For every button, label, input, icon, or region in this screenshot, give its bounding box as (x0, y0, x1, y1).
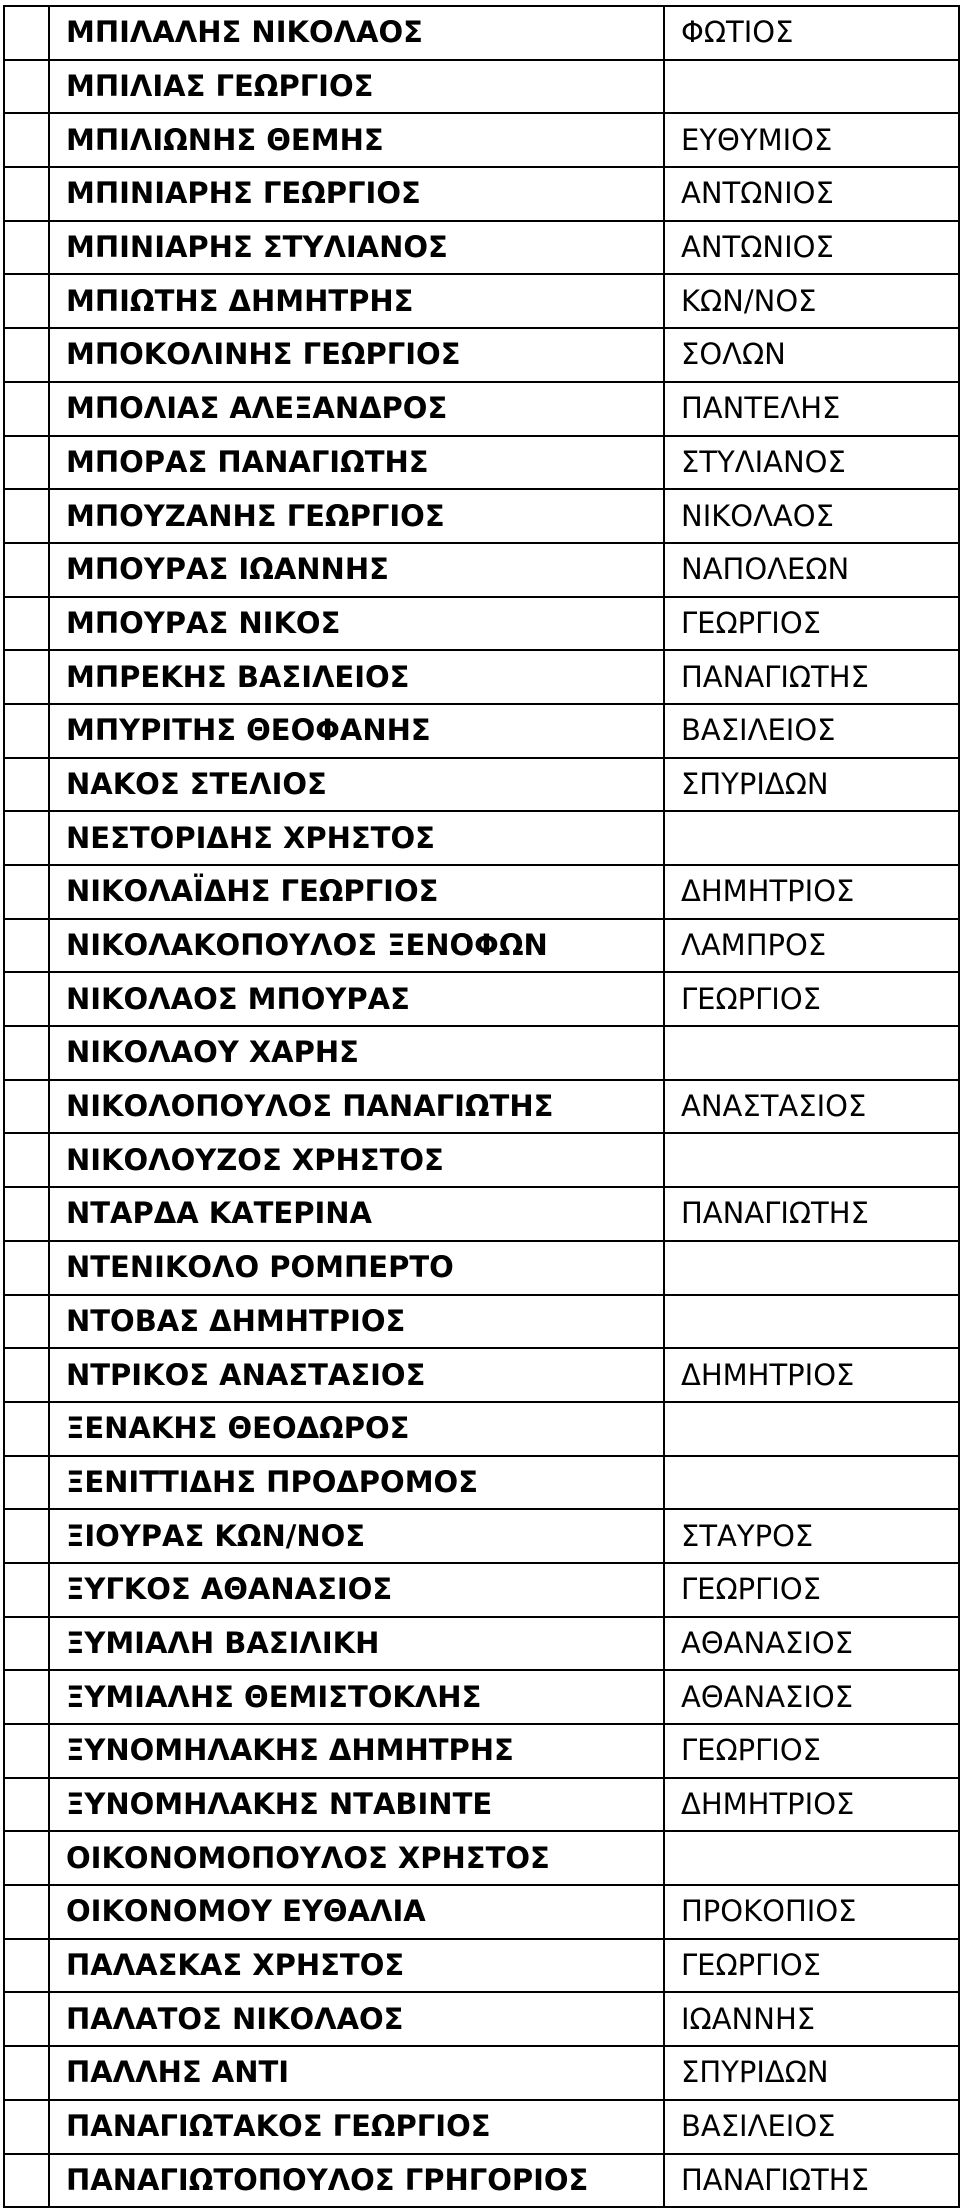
father-name-cell: ΝΑΠΟΛΕΩΝ (664, 543, 959, 597)
table-row (4, 704, 959, 758)
row-number-cell (4, 1026, 49, 1080)
table-row (4, 597, 959, 651)
table-row (4, 2100, 959, 2154)
full-name-cell: ΜΠΟΥΖΑΝΗΣ ΓΕΩΡΓΙΟΣ (49, 489, 664, 543)
table-row (4, 1617, 959, 1671)
father-name-cell (664, 1402, 959, 1456)
father-name-cell (664, 1295, 959, 1349)
father-name-cell: ΦΩΤΙΟΣ (664, 6, 959, 60)
table-row (4, 650, 959, 704)
father-name-cell: ΓΕΩΡΓΙΟΣ (664, 597, 959, 651)
row-number-cell (4, 1939, 49, 1993)
table-row (4, 60, 959, 114)
row-number-cell (4, 2100, 49, 2154)
row-number-cell (4, 650, 49, 704)
table-row (4, 758, 959, 812)
table-row (4, 1026, 959, 1080)
father-name-cell: ΣΠΥΡΙΔΩΝ (664, 758, 959, 812)
full-name-cell: ΞΥΝΟΜΗΛΑΚΗΣ ΝΤΑΒΙΝΤΕ (49, 1778, 664, 1832)
table-row (4, 328, 959, 382)
names-table-body (4, 6, 959, 2207)
row-number-cell (4, 2046, 49, 2100)
father-name-cell: ΣΤΥΛΙΑΝΟΣ (664, 436, 959, 490)
full-name-cell: ΞΥΝΟΜΗΛΑΚΗΣ ΔΗΜΗΤΡΗΣ (49, 1724, 664, 1778)
row-number-cell (4, 2154, 49, 2208)
father-name-cell: ΚΩΝ/ΝΟΣ (664, 274, 959, 328)
row-number-cell (4, 1885, 49, 1939)
row-number-cell (4, 1563, 49, 1617)
father-name-cell: ΛΑΜΠΡΟΣ (664, 919, 959, 973)
row-number-cell (4, 972, 49, 1026)
table-row (4, 1724, 959, 1778)
father-name-cell: ΒΑΣΙΛΕΙΟΣ (664, 704, 959, 758)
full-name-cell: ΝΤΕΝΙΚΟΛΟ ΡΟΜΠΕΡΤΟ (49, 1241, 664, 1295)
full-name-cell: ΜΠΟΚΟΛΙΝΗΣ ΓΕΩΡΓΙΟΣ (49, 328, 664, 382)
row-number-cell (4, 704, 49, 758)
table-row (4, 919, 959, 973)
row-number-cell (4, 489, 49, 543)
table-row (4, 221, 959, 275)
table-row (4, 1778, 959, 1832)
row-number-cell (4, 758, 49, 812)
full-name-cell: ΜΠΙΝΙΑΡΗΣ ΣΤΥΛΙΑΝΟΣ (49, 221, 664, 275)
table-row (4, 6, 959, 60)
full-name-cell: ΝΙΚΟΛΟΥΖΟΣ ΧΡΗΣΤΟΣ (49, 1133, 664, 1187)
row-number-cell (4, 1831, 49, 1885)
full-name-cell: ΠΑΛΑΣΚΑΣ ΧΡΗΣΤΟΣ (49, 1939, 664, 1993)
father-name-cell (664, 60, 959, 114)
table-row (4, 1509, 959, 1563)
father-name-cell: ΓΕΩΡΓΙΟΣ (664, 1939, 959, 1993)
full-name-cell: ΝΑΚΟΣ ΣΤΕΛΙΟΣ (49, 758, 664, 812)
father-name-cell: ΑΘΑΝΑΣΙΟΣ (664, 1617, 959, 1671)
table-row (4, 1241, 959, 1295)
full-name-cell: ΝΙΚΟΛΑΪΔΗΣ ΓΕΩΡΓΙΟΣ (49, 865, 664, 919)
full-name-cell: ΜΠΙΛΙΩΝΗΣ ΘΕΜΗΣ (49, 113, 664, 167)
row-number-cell (4, 1295, 49, 1349)
names-table (3, 5, 960, 2208)
row-number-cell (4, 1724, 49, 1778)
father-name-cell: ΙΩΑΝΝΗΣ (664, 1992, 959, 2046)
father-name-cell: ΣΠΥΡΙΔΩΝ (664, 2046, 959, 2100)
row-number-cell (4, 167, 49, 221)
full-name-cell: ΞΕΝΑΚΗΣ ΘΕΟΔΩΡΟΣ (49, 1402, 664, 1456)
full-name-cell: ΝΙΚΟΛΑΚΟΠΟΥΛΟΣ ΞΕΝΟΦΩΝ (49, 919, 664, 973)
father-name-cell: ΠΑΝΑΓΙΩΤΗΣ (664, 650, 959, 704)
full-name-cell: ΝΙΚΟΛΑΟΣ ΜΠΟΥΡΑΣ (49, 972, 664, 1026)
father-name-cell: ΔΗΜΗΤΡΙΟΣ (664, 1348, 959, 1402)
table-row (4, 113, 959, 167)
table-row (4, 489, 959, 543)
father-name-cell (664, 1133, 959, 1187)
row-number-cell (4, 60, 49, 114)
row-number-cell (4, 1456, 49, 1510)
full-name-cell: ΜΠΟΡΑΣ ΠΑΝΑΓΙΩΤΗΣ (49, 436, 664, 490)
full-name-cell: ΟΙΚΟΝΟΜΟΠΟΥΛΟΣ ΧΡΗΣΤΟΣ (49, 1831, 664, 1885)
father-name-cell: ΔΗΜΗΤΡΙΟΣ (664, 865, 959, 919)
row-number-cell (4, 1187, 49, 1241)
row-number-cell (4, 1992, 49, 2046)
full-name-cell: ΝΤΟΒΑΣ ΔΗΜΗΤΡΙΟΣ (49, 1295, 664, 1349)
father-name-cell: ΑΝΑΣΤΑΣΙΟΣ (664, 1080, 959, 1134)
table-row (4, 865, 959, 919)
row-number-cell (4, 1670, 49, 1724)
full-name-cell: ΞΥΜΙΑΛΗ ΒΑΣΙΛΙΚΗ (49, 1617, 664, 1671)
full-name-cell: ΜΠΙΩΤΗΣ ΔΗΜΗΤΡΗΣ (49, 274, 664, 328)
table-row (4, 382, 959, 436)
full-name-cell: ΠΑΝΑΓΙΩΤΑΚΟΣ ΓΕΩΡΓΙΟΣ (49, 2100, 664, 2154)
row-number-cell (4, 1133, 49, 1187)
father-name-cell: ΑΝΤΩΝΙΟΣ (664, 167, 959, 221)
father-name-cell: ΠΑΝΑΓΙΩΤΗΣ (664, 2154, 959, 2208)
full-name-cell: ΜΠΡΕΚΗΣ ΒΑΣΙΛΕΙΟΣ (49, 650, 664, 704)
row-number-cell (4, 274, 49, 328)
full-name-cell: ΜΠΟΥΡΑΣ ΝΙΚΟΣ (49, 597, 664, 651)
table-row (4, 1080, 959, 1134)
row-number-cell (4, 221, 49, 275)
full-name-cell: ΝΤΑΡΔΑ ΚΑΤΕΡΙΝΑ (49, 1187, 664, 1241)
father-name-cell: ΠΡΟΚΟΠΙΟΣ (664, 1885, 959, 1939)
full-name-cell: ΠΑΛΛΗΣ ΑΝΤΙ (49, 2046, 664, 2100)
full-name-cell: ΜΠΙΝΙΑΡΗΣ ΓΕΩΡΓΙΟΣ (49, 167, 664, 221)
father-name-cell: ΣΟΛΩΝ (664, 328, 959, 382)
row-number-cell (4, 436, 49, 490)
row-number-cell (4, 597, 49, 651)
full-name-cell: ΠΑΝΑΓΙΩΤΟΠΟΥΛΟΣ ΓΡΗΓΟΡΙΟΣ (49, 2154, 664, 2208)
table-row (4, 1992, 959, 2046)
father-name-cell (664, 1026, 959, 1080)
table-row (4, 1295, 959, 1349)
table-row (4, 167, 959, 221)
table-row (4, 1939, 959, 1993)
table-row (4, 1348, 959, 1402)
full-name-cell: ΟΙΚΟΝΟΜΟΥ ΕΥΘΑΛΙΑ (49, 1885, 664, 1939)
father-name-cell (664, 1456, 959, 1510)
row-number-cell (4, 1348, 49, 1402)
row-number-cell (4, 1617, 49, 1671)
father-name-cell: ΓΕΩΡΓΙΟΣ (664, 1563, 959, 1617)
table-row (4, 1885, 959, 1939)
full-name-cell: ΜΠΟΥΡΑΣ ΙΩΑΝΝΗΣ (49, 543, 664, 597)
table-row (4, 2154, 959, 2208)
row-number-cell (4, 543, 49, 597)
father-name-cell: ΣΤΑΥΡΟΣ (664, 1509, 959, 1563)
row-number-cell (4, 811, 49, 865)
table-row (4, 1670, 959, 1724)
row-number-cell (4, 1241, 49, 1295)
full-name-cell: ΞΥΜΙΑΛΗΣ ΘΕΜΙΣΤΟΚΛΗΣ (49, 1670, 664, 1724)
father-name-cell (664, 1831, 959, 1885)
full-name-cell: ΠΑΛΑΤΟΣ ΝΙΚΟΛΑΟΣ (49, 1992, 664, 2046)
full-name-cell: ΝΙΚΟΛΟΠΟΥΛΟΣ ΠΑΝΑΓΙΩΤΗΣ (49, 1080, 664, 1134)
table-row (4, 811, 959, 865)
table-row (4, 274, 959, 328)
table-row (4, 2046, 959, 2100)
full-name-cell: ΞΕΝΙΤΤΙΔΗΣ ΠΡΟΔΡΟΜΟΣ (49, 1456, 664, 1510)
full-name-cell: ΝΤΡΙΚΟΣ ΑΝΑΣΤΑΣΙΟΣ (49, 1348, 664, 1402)
row-number-cell (4, 865, 49, 919)
table-row (4, 1563, 959, 1617)
father-name-cell: ΑΝΤΩΝΙΟΣ (664, 221, 959, 275)
full-name-cell: ΜΠΟΛΙΑΣ ΑΛΕΞΑΝΔΡΟΣ (49, 382, 664, 436)
table-row (4, 543, 959, 597)
row-number-cell (4, 1402, 49, 1456)
father-name-cell (664, 811, 959, 865)
father-name-cell: ΔΗΜΗΤΡΙΟΣ (664, 1778, 959, 1832)
row-number-cell (4, 382, 49, 436)
row-number-cell (4, 328, 49, 382)
table-row (4, 436, 959, 490)
father-name-cell: ΓΕΩΡΓΙΟΣ (664, 1724, 959, 1778)
father-name-cell: ΠΑΝΑΓΙΩΤΗΣ (664, 1187, 959, 1241)
full-name-cell: ΞΙΟΥΡΑΣ ΚΩΝ/ΝΟΣ (49, 1509, 664, 1563)
full-name-cell: ΜΠΥΡΙΤΗΣ ΘΕΟΦΑΝΗΣ (49, 704, 664, 758)
father-name-cell: ΝΙΚΟΛΑΟΣ (664, 489, 959, 543)
row-number-cell (4, 1778, 49, 1832)
father-name-cell: ΒΑΣΙΛΕΙΟΣ (664, 2100, 959, 2154)
full-name-cell: ΜΠΙΛΙΑΣ ΓΕΩΡΓΙΟΣ (49, 60, 664, 114)
full-name-cell: ΝΕΣΤΟΡΙΔΗΣ ΧΡΗΣΤΟΣ (49, 811, 664, 865)
father-name-cell: ΓΕΩΡΓΙΟΣ (664, 972, 959, 1026)
row-number-cell (4, 1509, 49, 1563)
full-name-cell: ΝΙΚΟΛΑΟΥ ΧΑΡΗΣ (49, 1026, 664, 1080)
table-row (4, 1402, 959, 1456)
row-number-cell (4, 1080, 49, 1134)
table-row (4, 1831, 959, 1885)
table-row (4, 1456, 959, 1510)
father-name-cell (664, 1241, 959, 1295)
full-name-cell: ΜΠΙΛΑΛΗΣ ΝΙΚΟΛΑΟΣ (49, 6, 664, 60)
father-name-cell: ΑΘΑΝΑΣΙΟΣ (664, 1670, 959, 1724)
table-row (4, 972, 959, 1026)
row-number-cell (4, 113, 49, 167)
table-row (4, 1187, 959, 1241)
row-number-cell (4, 919, 49, 973)
row-number-cell (4, 6, 49, 60)
father-name-cell: ΕΥΘΥΜΙΟΣ (664, 113, 959, 167)
table-row (4, 1133, 959, 1187)
full-name-cell: ΞΥΓΚΟΣ ΑΘΑΝΑΣΙΟΣ (49, 1563, 664, 1617)
father-name-cell: ΠΑΝΤΕΛΗΣ (664, 382, 959, 436)
